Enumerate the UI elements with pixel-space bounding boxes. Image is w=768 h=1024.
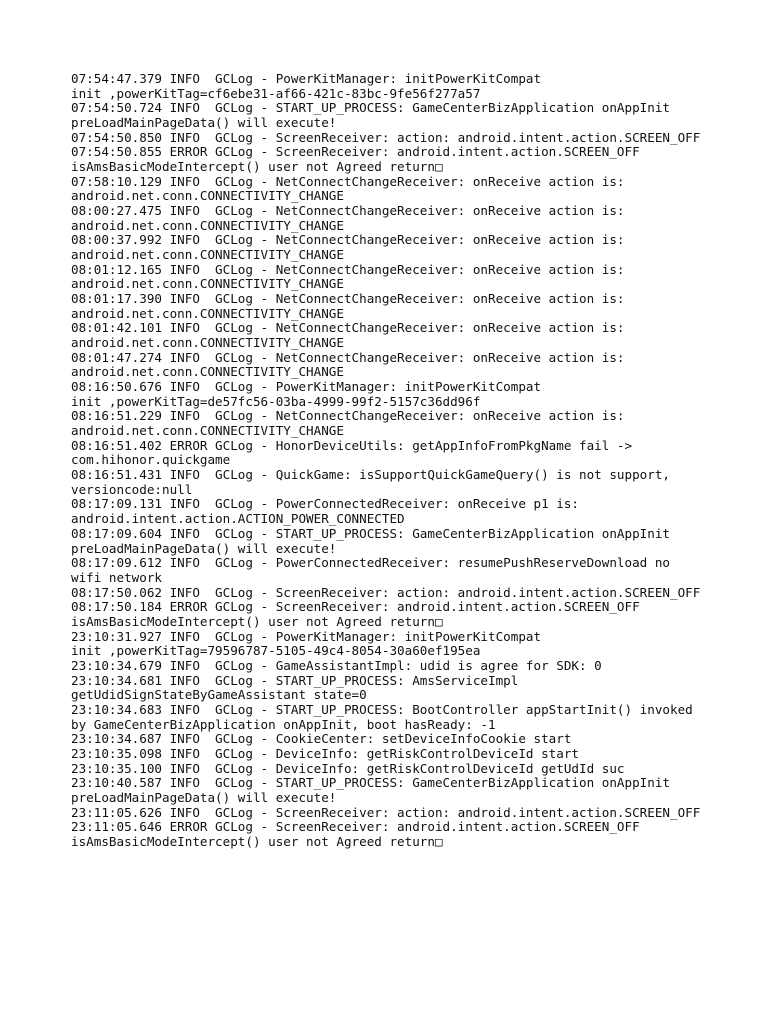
log-line: 08:17:09.131 INFO GCLog - PowerConnectedReceiver: onReceive p1 is: bbox=[71, 496, 579, 512]
log-line: 23:10:34.681 INFO GCLog - START_UP_PROCESS: AmsServiceImpl bbox=[71, 672, 519, 688]
log-line: android.net.conn.CONNECTIVITY_CHANGE bbox=[71, 335, 344, 351]
log-line: android.net.conn.CONNECTIVITY_CHANGE bbox=[71, 276, 344, 292]
log-line: 08:16:51.229 INFO GCLog - NetConnectChangeReceiver: onReceive action is: bbox=[71, 408, 625, 424]
log-line: android.net.conn.CONNECTIVITY_CHANGE bbox=[71, 188, 344, 204]
log-line: 23:10:34.687 INFO GCLog - CookieCenter: setDeviceInfoCookie start bbox=[71, 731, 572, 747]
log-line: 08:16:51.402 ERROR GCLog - HonorDeviceUtils: getAppInfoFromPkgName fail -> bbox=[71, 437, 633, 453]
log-line: 08:00:37.992 INFO GCLog - NetConnectChangeReceiver: onReceive action is: bbox=[71, 232, 625, 248]
log-line: 23:10:31.927 INFO GCLog - PowerKitManager: initPowerKitCompat bbox=[71, 628, 542, 644]
log-line: 08:16:50.676 INFO GCLog - PowerKitManager: initPowerKitCompat bbox=[71, 379, 542, 395]
log-line: getUdidSignStateByGameAssistant state=0 bbox=[71, 687, 367, 703]
log-line: android.net.conn.CONNECTIVITY_CHANGE bbox=[71, 364, 344, 380]
log-line: 08:17:09.612 INFO GCLog - PowerConnectedReceiver: resumePushReserveDownload no bbox=[71, 555, 670, 571]
log-line: isAmsBasicModeIntercept() user not Agreed return□ bbox=[71, 833, 443, 849]
log-line: 07:54:50.724 INFO GCLog - START_UP_PROCESS: GameCenterBizApplication onAppInit bbox=[71, 100, 670, 116]
log-line: 23:10:34.683 INFO GCLog - START_UP_PROCESS: BootController appStartInit() invoked bbox=[71, 701, 693, 717]
log-line: by GameCenterBizApplication onAppInit, boot hasReady: -1 bbox=[71, 716, 496, 732]
log-line: versioncode:null bbox=[71, 481, 193, 497]
log-line: 23:10:40.587 INFO GCLog - START_UP_PROCESS: GameCenterBizApplication onAppInit bbox=[71, 775, 670, 791]
log-line: 23:10:35.100 INFO GCLog - DeviceInfo: getRiskControlDeviceId getUdId suc bbox=[71, 760, 625, 776]
log-line: 07:54:50.855 ERROR GCLog - ScreenReceiver: android.intent.action.SCREEN_OFF bbox=[71, 144, 640, 160]
log-line: 08:16:51.431 INFO GCLog - QuickGame: isSupportQuickGameQuery() is not support, bbox=[71, 467, 670, 483]
log-line: 23:10:35.098 INFO GCLog - DeviceInfo: getRiskControlDeviceId start bbox=[71, 745, 579, 761]
log-line: 23:11:05.646 ERROR GCLog - ScreenReceiver: android.intent.action.SCREEN_OFF bbox=[71, 819, 640, 835]
log-line: init ,powerKitTag=79596787-5105-49c4-8054-30a60ef195ea bbox=[71, 643, 481, 659]
log-line: 08:01:42.101 INFO GCLog - NetConnectChangeReceiver: onReceive action is: bbox=[71, 320, 625, 336]
log-line: android.net.conn.CONNECTIVITY_CHANGE bbox=[71, 305, 344, 321]
log-line: isAmsBasicModeIntercept() user not Agreed return□ bbox=[71, 159, 443, 175]
log-line: android.net.conn.CONNECTIVITY_CHANGE bbox=[71, 217, 344, 233]
log-line: init ,powerKitTag=cf6ebe31-af66-421c-83bc-9fe56f277a57 bbox=[71, 85, 481, 101]
log-line: 08:01:12.165 INFO GCLog - NetConnectChangeReceiver: onReceive action is: bbox=[71, 261, 625, 277]
log-line: com.hihonor.quickgame bbox=[71, 452, 231, 468]
log-line: 08:17:50.184 ERROR GCLog - ScreenReceiver: android.intent.action.SCREEN_OFF bbox=[71, 599, 640, 615]
log-line: wifi network bbox=[71, 569, 162, 585]
log-line: 07:54:47.379 INFO GCLog - PowerKitManager: initPowerKitCompat bbox=[71, 71, 542, 86]
log-line: 07:54:50.850 INFO GCLog - ScreenReceiver: action: android.intent.action.SCREEN_OFF bbox=[71, 129, 701, 145]
log-line: 23:11:05.626 INFO GCLog - ScreenReceiver: action: android.intent.action.SCREEN_OFF bbox=[71, 804, 701, 820]
log-line: isAmsBasicModeIntercept() user not Agreed return□ bbox=[71, 613, 443, 629]
log-line: 07:58:10.129 INFO GCLog - NetConnectChangeReceiver: onReceive action is: bbox=[71, 173, 625, 189]
log-line: 08:17:09.604 INFO GCLog - START_UP_PROCESS: GameCenterBizApplication onAppInit bbox=[71, 525, 670, 541]
log-line: android.net.conn.CONNECTIVITY_CHANGE bbox=[71, 247, 344, 263]
log-text-block bbox=[71, 72, 761, 850]
log-line: preLoadMainPageData() will execute! bbox=[71, 789, 337, 805]
log-line: 23:10:34.679 INFO GCLog - GameAssistantImpl: udid is agree for SDK: 0 bbox=[71, 657, 602, 673]
log-line: init ,powerKitTag=de57fc56-03ba-4999-99f2-5157c36dd96f bbox=[71, 393, 481, 409]
log-line: 08:00:27.475 INFO GCLog - NetConnectChangeReceiver: onReceive action is: bbox=[71, 203, 625, 219]
log-line: preLoadMainPageData() will execute! bbox=[71, 115, 337, 131]
log-line: 08:01:17.390 INFO GCLog - NetConnectChangeReceiver: onReceive action is: bbox=[71, 291, 625, 307]
log-line: 08:01:47.274 INFO GCLog - NetConnectChangeReceiver: onReceive action is: bbox=[71, 349, 625, 365]
log-line: android.net.conn.CONNECTIVITY_CHANGE bbox=[71, 423, 344, 439]
log-line: 08:17:50.062 INFO GCLog - ScreenReceiver: action: android.intent.action.SCREEN_OFF bbox=[71, 584, 701, 600]
log-line: preLoadMainPageData() will execute! bbox=[71, 540, 337, 556]
log-line: android.intent.action.ACTION_POWER_CONNECTED bbox=[71, 511, 405, 527]
